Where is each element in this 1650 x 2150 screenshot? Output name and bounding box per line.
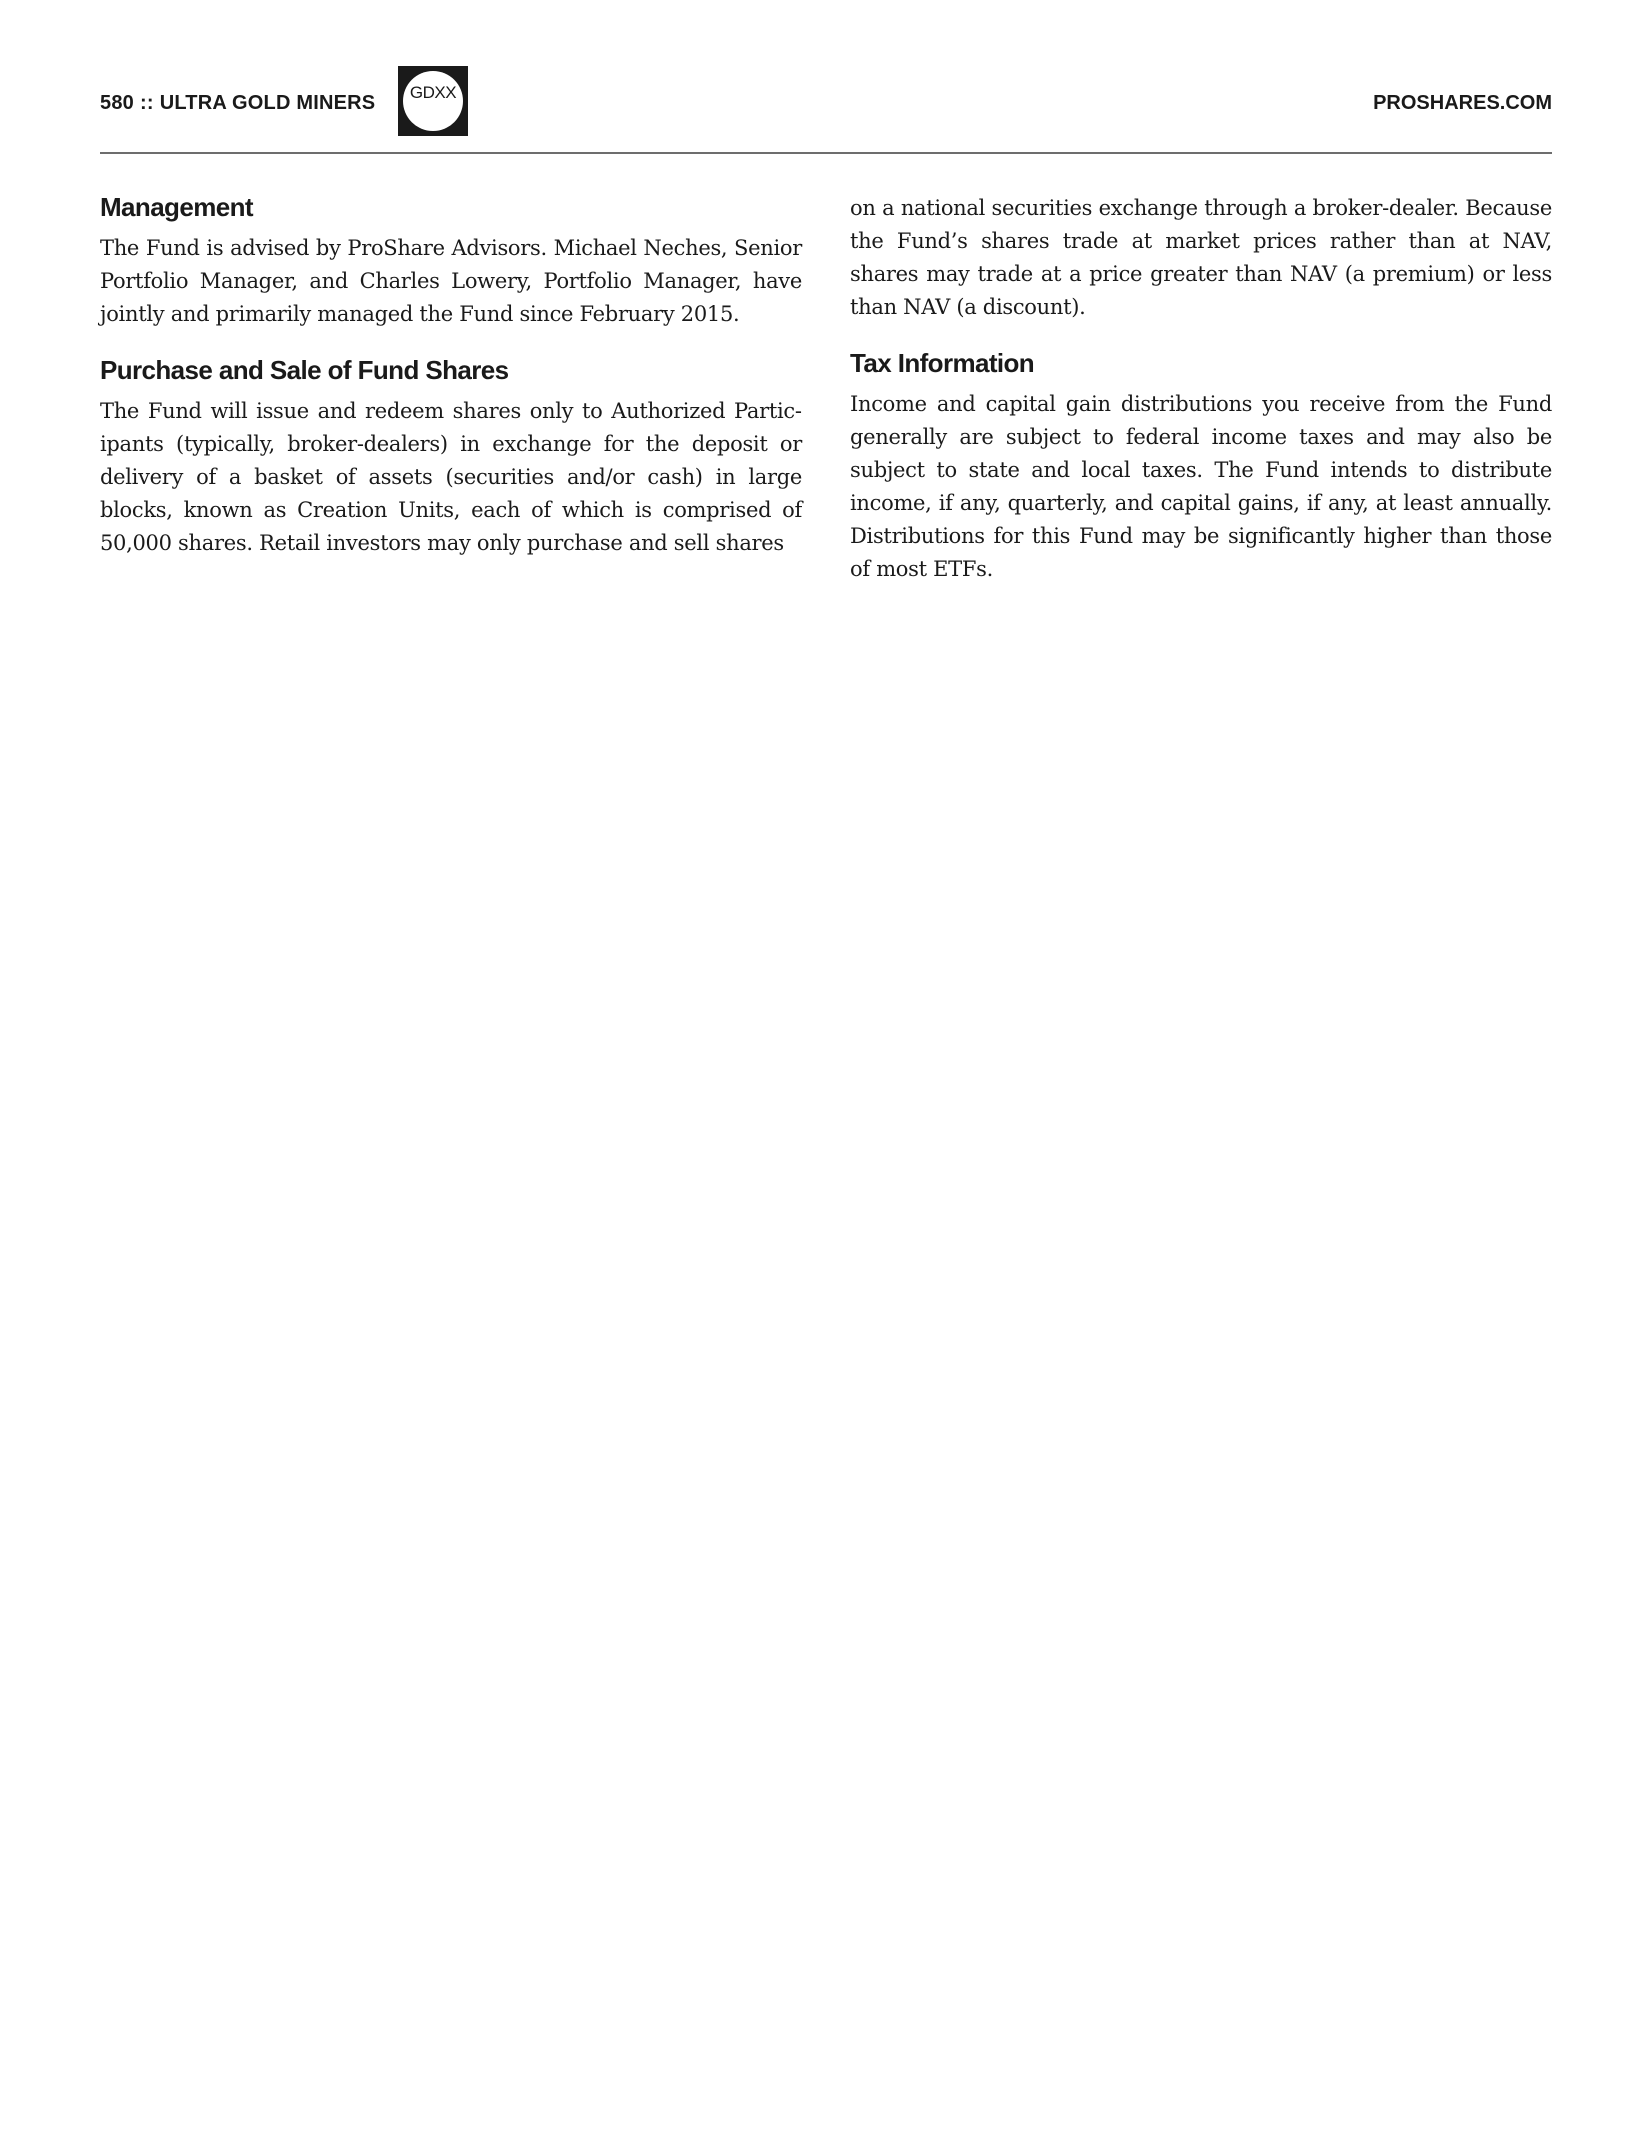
site-url: PROSHARES.COM: [1373, 92, 1552, 114]
purchase-sale-section: [100, 353, 802, 560]
tax-body: Income and capital gain distributions you receive from the Fund generally are subject to federal income taxes and may also be subject to state and local taxes. The Fund intends to distribute income, if any, quarterly, and capital gains, if any, at least annually. Distributions for this Fund may be significantly higher than those of most ETFs.: [850, 392, 1552, 581]
management-body: The Fund is advised by ProShare Advisors. Michael Neches, Senior Portfolio Manager, and Charles Lowery, Portfolio Manager, have jointly and primarily managed the Fund since February 2015.: [100, 236, 802, 326]
page-number: 580: [100, 92, 134, 114]
header-title: [100, 92, 375, 115]
tax-section: [850, 346, 1552, 586]
fund-name: ULTRA GOLD MINERS: [159, 92, 376, 114]
ticker-logo-circle: [403, 71, 463, 131]
header-separator: ::: [139, 92, 154, 114]
tax-heading: Tax Information: [850, 348, 1035, 378]
purchase-sale-continued: [850, 192, 1552, 324]
ticker-logo: [398, 66, 468, 136]
purchase-sale-body-left: The Fund will issue and redeem shares only to Authorized Participants (typically, broker-dealers) in exchange for the deposit or delivery of a basket of assets (securities and/or cash) in large blocks, known as Creation Units, each of which is comprised of 50,000 shares. Retail investors may only purchase and sell shares: [100, 399, 802, 555]
header-divider: [100, 152, 1552, 154]
purchase-sale-heading: Purchase and Sale of Fund Shares: [100, 355, 509, 385]
ticker-label: GDXX: [409, 83, 457, 102]
management-heading: Management: [100, 192, 253, 222]
page-header: [100, 66, 1552, 156]
purchase-sale-body-right: on a national securities exchange through a broker-dealer. Because the Fund’s shares trade at market prices rather than at NAV, shares may trade at a price greater than NAV (a premium) or less than NAV (a discount).: [850, 196, 1552, 319]
left-column: [100, 190, 802, 582]
management-section: [100, 190, 802, 331]
right-column: [850, 190, 1552, 608]
